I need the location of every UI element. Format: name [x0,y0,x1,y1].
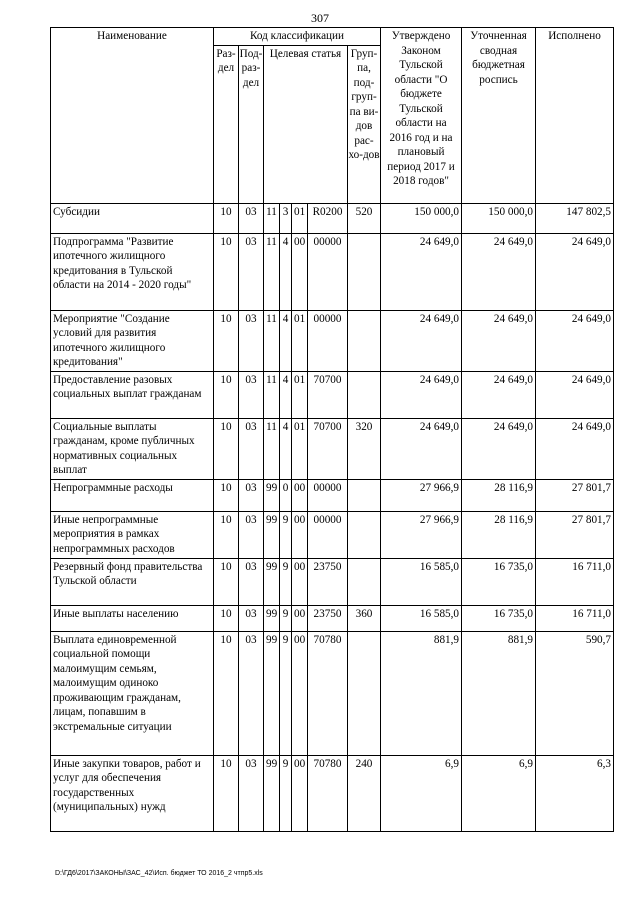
cell-refined: 24 649,0 [462,233,536,310]
cell-t1: 11 [264,310,280,371]
header-approved: Утверждено Законом Тульской области "О бюджете Тульской области на 2016 год и на плановый период 2017 и 2018 годов" [381,28,462,204]
cell-t1: 99 [264,755,280,831]
cell-vr [348,479,381,511]
cell-vr [348,631,381,755]
cell-vr [348,310,381,371]
header-vid: Груп-па, под-груп-па ви-дов рас-хо-дов [348,45,381,203]
cell-vr [348,558,381,605]
cell-t4: 00000 [308,233,348,310]
cell-vr: 360 [348,605,381,631]
header-name: Наименование [51,28,214,204]
cell-t3: 00 [292,631,308,755]
header-executed: Исполнено [536,28,614,204]
cell-refined: 150 000,0 [462,203,536,233]
cell-refined: 28 116,9 [462,479,536,511]
cell-executed: 590,7 [536,631,614,755]
cell-name: Предоставление разовых социальных выплат гражданам [51,371,214,418]
cell-t4: 70780 [308,755,348,831]
cell-t1: 11 [264,203,280,233]
cell-refined: 881,9 [462,631,536,755]
cell-approved: 16 585,0 [381,558,462,605]
cell-pr: 03 [239,371,264,418]
cell-rz: 10 [214,203,239,233]
table-row [51,233,614,310]
cell-t4: 70700 [308,418,348,479]
cell-executed: 24 649,0 [536,233,614,310]
cell-t3: 01 [292,418,308,479]
cell-t2: 0 [280,479,292,511]
cell-pr: 03 [239,233,264,310]
cell-executed: 24 649,0 [536,371,614,418]
cell-name: Иные непрограммные мероприятия в рамках непрограммных расходов [51,511,214,558]
cell-rz: 10 [214,755,239,831]
cell-t1: 99 [264,511,280,558]
cell-approved: 27 966,9 [381,511,462,558]
cell-vr: 520 [348,203,381,233]
cell-rz: 10 [214,371,239,418]
cell-name: Социальные выплаты гражданам, кроме публичных нормативных социальных выплат [51,418,214,479]
cell-t3: 00 [292,755,308,831]
cell-refined: 28 116,9 [462,511,536,558]
table-row [51,511,614,558]
cell-t2: 9 [280,755,292,831]
cell-rz: 10 [214,605,239,631]
cell-name: Субсидии [51,203,214,233]
cell-pr: 03 [239,511,264,558]
cell-t2: 3 [280,203,292,233]
cell-t2: 9 [280,631,292,755]
cell-t3: 01 [292,310,308,371]
cell-t2: 4 [280,310,292,371]
cell-pr: 03 [239,203,264,233]
cell-vr: 320 [348,418,381,479]
table-row [51,418,614,479]
cell-approved: 24 649,0 [381,418,462,479]
cell-rz: 10 [214,418,239,479]
cell-pr: 03 [239,558,264,605]
cell-executed: 6,3 [536,755,614,831]
budget-table [50,27,614,832]
cell-refined: 16 735,0 [462,558,536,605]
cell-approved: 24 649,0 [381,233,462,310]
cell-approved: 150 000,0 [381,203,462,233]
cell-rz: 10 [214,511,239,558]
cell-refined: 24 649,0 [462,310,536,371]
cell-pr: 03 [239,631,264,755]
header-podrazdel: Под-раз-дел [239,45,264,203]
cell-t2: 9 [280,511,292,558]
cell-t4: 00000 [308,511,348,558]
cell-vr: 240 [348,755,381,831]
cell-t2: 4 [280,233,292,310]
cell-t1: 11 [264,418,280,479]
cell-name: Подпрограмма "Развитие ипотечного жилищного кредитования в Тульской области на 2014 - 2020 годы" [51,233,214,310]
cell-t4: R0200 [308,203,348,233]
cell-executed: 16 711,0 [536,558,614,605]
cell-t2: 9 [280,605,292,631]
cell-t2: 4 [280,418,292,479]
cell-pr: 03 [239,479,264,511]
cell-t2: 9 [280,558,292,605]
table-row [51,755,614,831]
cell-t1: 11 [264,233,280,310]
cell-t3: 01 [292,371,308,418]
cell-t4: 70780 [308,631,348,755]
cell-refined: 24 649,0 [462,418,536,479]
cell-t3: 00 [292,233,308,310]
cell-name: Иные закупки товаров, работ и услуг для обеспечения государственных (муниципальных) нужд [51,755,214,831]
cell-executed: 24 649,0 [536,418,614,479]
cell-refined: 16 735,0 [462,605,536,631]
cell-t4: 00000 [308,310,348,371]
cell-name: Иные выплаты населению [51,605,214,631]
cell-refined: 24 649,0 [462,371,536,418]
file-path-footer: D:\ГД6\2017\ЗАКОНЫ\ЗАС_42\Исп. бюджет ТО 2016_2 чтпр5.xls [55,870,263,877]
cell-t3: 00 [292,511,308,558]
cell-rz: 10 [214,479,239,511]
cell-name: Мероприятие "Создание условий для развития ипотечного жилищного кредитования" [51,310,214,371]
table-row [51,371,614,418]
cell-name: Выплата единовременной социальной помощи малоимущим семьям, малоимущим одиноко проживающим гражданам, лицам, попавшим в экстремальные ситуации [51,631,214,755]
cell-executed: 16 711,0 [536,605,614,631]
cell-executed: 147 802,5 [536,203,614,233]
cell-t4: 23750 [308,558,348,605]
header-refined: Уточненная сводная бюджетная роспись [462,28,536,204]
table-row [51,631,614,755]
table-row [51,310,614,371]
cell-executed: 24 649,0 [536,310,614,371]
cell-refined: 6,9 [462,755,536,831]
cell-pr: 03 [239,605,264,631]
header-target: Целевая статья [264,45,348,203]
cell-t3: 00 [292,605,308,631]
cell-t3: 00 [292,558,308,605]
table-row [51,558,614,605]
cell-vr [348,233,381,310]
cell-t1: 11 [264,371,280,418]
cell-t1: 99 [264,479,280,511]
cell-approved: 6,9 [381,755,462,831]
cell-vr [348,511,381,558]
table-row [51,203,614,233]
cell-t2: 4 [280,371,292,418]
header-code-group: Код классификации [214,28,381,46]
cell-t4: 70700 [308,371,348,418]
cell-t3: 00 [292,479,308,511]
cell-approved: 27 966,9 [381,479,462,511]
cell-name: Непрограммные расходы [51,479,214,511]
table-row [51,479,614,511]
cell-t1: 99 [264,631,280,755]
cell-t4: 23750 [308,605,348,631]
cell-rz: 10 [214,310,239,371]
cell-t1: 99 [264,558,280,605]
cell-rz: 10 [214,631,239,755]
cell-vr [348,371,381,418]
cell-t1: 99 [264,605,280,631]
cell-rz: 10 [214,233,239,310]
cell-pr: 03 [239,418,264,479]
header-razdel: Раз-дел [214,45,239,203]
table-row [51,605,614,631]
cell-executed: 27 801,7 [536,511,614,558]
cell-approved: 16 585,0 [381,605,462,631]
cell-executed: 27 801,7 [536,479,614,511]
cell-approved: 24 649,0 [381,371,462,418]
cell-approved: 24 649,0 [381,310,462,371]
page-number: 307 [311,11,329,25]
cell-t3: 01 [292,203,308,233]
cell-approved: 881,9 [381,631,462,755]
cell-rz: 10 [214,558,239,605]
cell-pr: 03 [239,310,264,371]
cell-pr: 03 [239,755,264,831]
cell-name: Резервный фонд правительства Тульской области [51,558,214,605]
cell-t4: 00000 [308,479,348,511]
